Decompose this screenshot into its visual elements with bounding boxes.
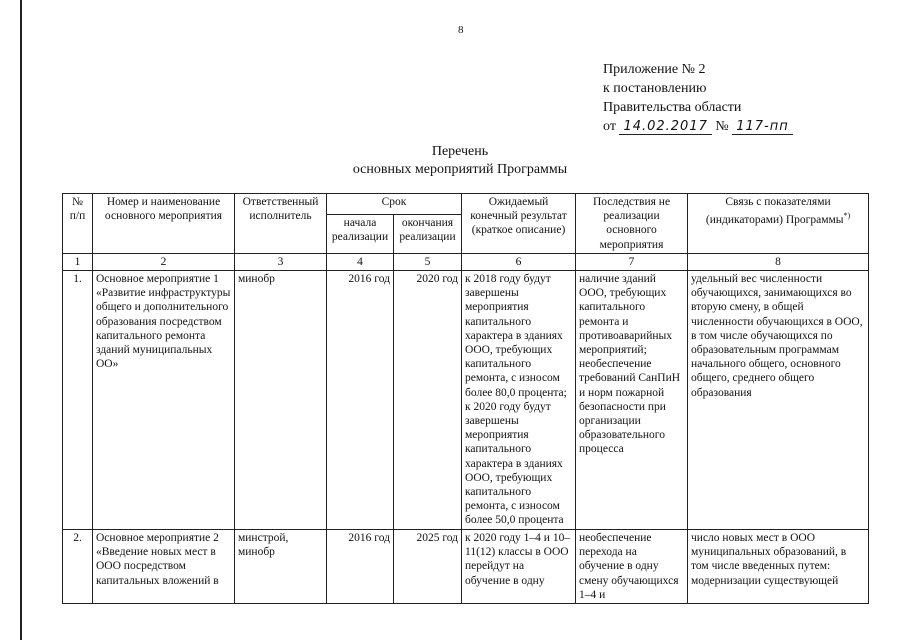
scan-edge-line	[20, 0, 22, 640]
header-term-start: начала реализации	[327, 215, 394, 254]
row-num: 2.	[63, 530, 93, 604]
column-number-row	[63, 253, 869, 270]
footnote-mark: *)	[843, 211, 851, 221]
col-number: 4	[327, 253, 394, 270]
header-term: Срок	[327, 194, 462, 215]
row-executor: минстрой, минобр	[235, 530, 327, 604]
date-prefix: от	[603, 119, 616, 134]
col-number: 8	[688, 253, 869, 270]
col-number: 3	[235, 253, 327, 270]
header-result: Ожидаемый конечный результат (краткое описание)	[462, 194, 576, 254]
row-consequences: наличие зданий ООО, требующих капитального ремонта и противоаварийных мероприятий; необеспечение требований СанПиН и норм пожарной безопасности при организации образовательного процесса	[576, 271, 688, 530]
row-executor: минобр	[235, 271, 327, 530]
title-line-1: Перечень	[431, 144, 489, 159]
row-num: 1.	[63, 271, 93, 530]
header-link-text: Связь с показателями (индикаторами) Программы	[705, 196, 844, 227]
row-start: 2016 год	[327, 271, 394, 530]
handwritten-date: 14.02.2017	[619, 119, 711, 135]
appendix-subtitle: к постановлению	[603, 81, 707, 96]
row-end: 2025 год	[394, 530, 462, 604]
col-number: 6	[462, 253, 576, 270]
col-number: 7	[576, 253, 688, 270]
activities-table	[62, 193, 869, 604]
header-executor: Ответственный исполнитель	[235, 194, 327, 254]
row-result: к 2020 году 1–4 и 10–11(12) классы в ООО перейдут на обучение в одну	[462, 530, 576, 604]
header-name: Номер и наименование основного мероприятия	[93, 194, 235, 254]
header-term-end: окончания реализации	[394, 215, 462, 254]
col-number: 2	[93, 253, 235, 270]
row-consequences: необеспечение перехода на обучение в одну смену обучающихся 1–4 и	[576, 530, 688, 604]
col-number: 5	[394, 253, 462, 270]
header-num: № п/п	[63, 194, 93, 254]
col-number: 1	[63, 253, 93, 270]
appendix-title: Приложение № 2	[603, 62, 706, 77]
row-end: 2020 год	[394, 271, 462, 530]
row-name: Основное мероприятие 1 «Развитие инфраструктуры общего и дополнительного образования посредством капитального ремонта зданий муниципальных ОО»	[93, 271, 235, 530]
header-link	[688, 194, 869, 254]
appendix-authority: Правительства области	[603, 100, 742, 115]
row-link: удельный вес численности обучающихся, занимающихся во вторую смену, в общей численности обучающихся в ООО, в том числе обучающихся по образовательным программам начального общего, основного общего, среднего общего образования	[688, 271, 869, 530]
title-line-2: основных мероприятий Программы	[352, 162, 568, 177]
appendix-date-line	[603, 117, 793, 136]
page-number: 8	[458, 24, 464, 36]
table-row	[63, 271, 869, 530]
row-result: к 2018 году будут завершены мероприятия капитального характера в зданиях ООО, требующих капитального ремонта, с износом более 80,0 процента; к 2020 году будут завершены мероприятия капитального характера в зданиях ООО, требующих капитального ремонта, с износом более 50,0 процента	[462, 271, 576, 530]
handwritten-number: 117-пп	[732, 119, 793, 135]
row-start: 2016 год	[327, 530, 394, 604]
table-header-row	[63, 194, 869, 215]
row-link: число новых мест в ООО муниципальных образований, в том числе введенных путем: модернизации существующей	[688, 530, 869, 604]
table-row	[63, 530, 869, 604]
appendix-block	[603, 60, 793, 136]
header-consequences: Последствия не реализации основного мероприятия	[576, 194, 688, 254]
number-prefix: №	[715, 119, 729, 134]
document-title	[300, 143, 620, 179]
row-name: Основное мероприятие 2 «Введение новых мест в ООО посредством капитальных вложений в	[93, 530, 235, 604]
